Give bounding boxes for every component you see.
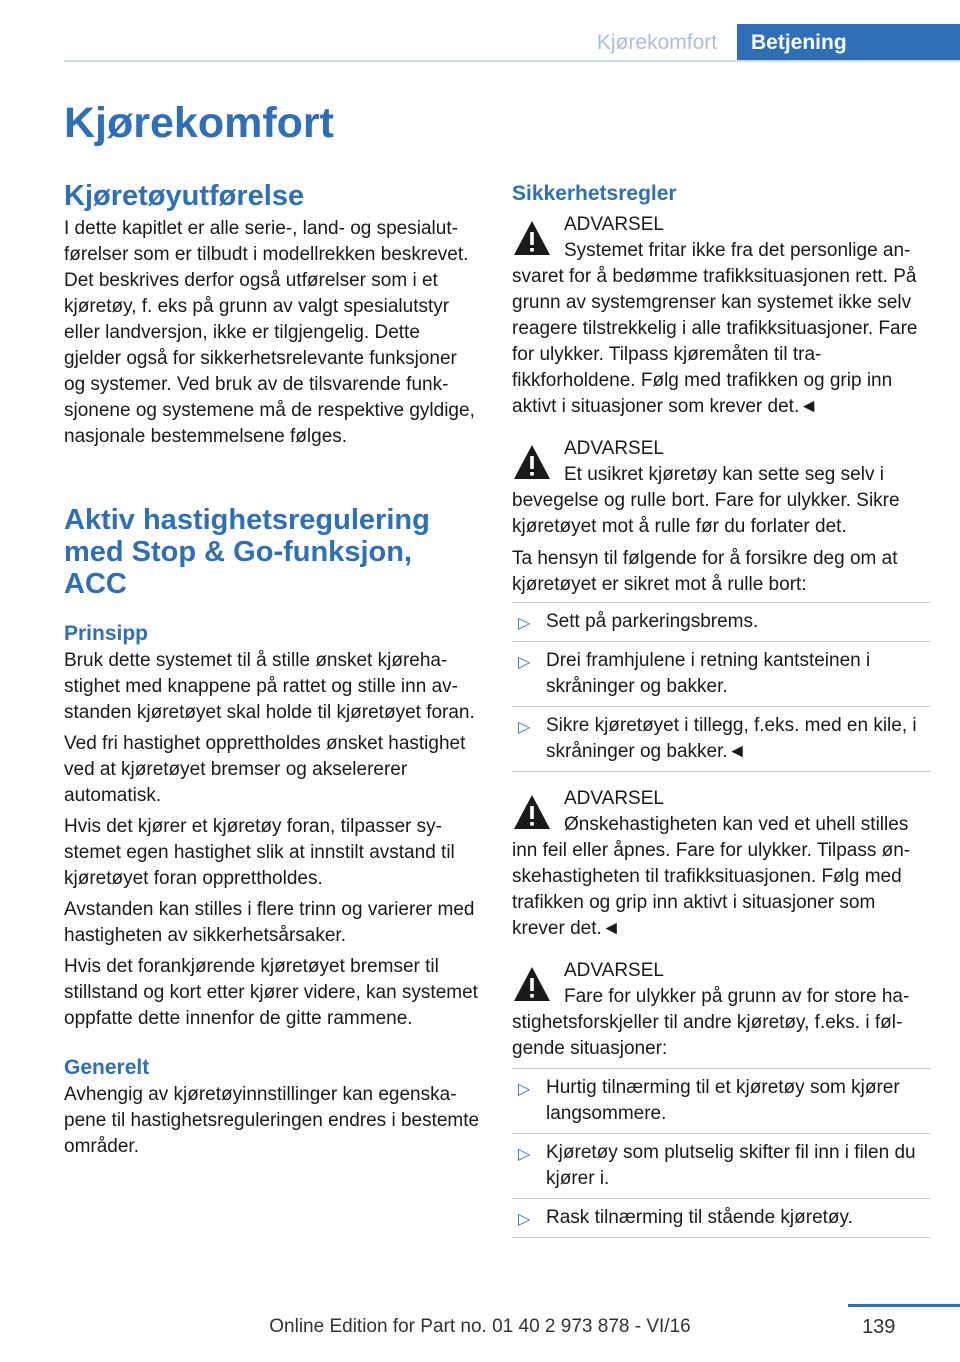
header-rule	[64, 60, 960, 62]
warning-text: Fare for ulykker på grunn av for store hastighetsforskjeller til andre kjøretøy, f.eks. i følgende situasjoner:	[512, 986, 910, 1059]
paragraph-general: Avhengig av kjøretøyinnstillinger kan egenskapene til hastighetsreguleringen endres i bestemte områder.	[64, 1084, 480, 1157]
heading-vehicle-version: Kjøretøyutførelse	[64, 180, 305, 212]
header-chapter-tab: Betjening	[737, 24, 960, 62]
warning-triangle-icon	[512, 964, 552, 1004]
paragraph-principle-5: Hvis det forankjørende kjøretøyet bremser til stillstand og kort etter kjører videre, kan systemet oppfatte dette innenfor de gitte rammene.	[64, 956, 478, 1029]
list-item: ▷ Hurtig tilnærming til et kjøretøy som kjører langsommere.	[512, 1069, 930, 1134]
warning-block	[512, 436, 930, 540]
footer-rule	[848, 1304, 960, 1307]
warning-title: ADVARSEL	[564, 214, 664, 235]
list-item: ▷ Drei framhjulene i retning kantsteinen i skråninger og bakker.	[512, 642, 930, 707]
warning-triangle-icon	[512, 218, 552, 258]
paragraph-principle-1: Bruk dette systemet til å stille ønsket kjørehastighet med knappene på rattet og stille inn avstanden kjøretøyet skal holde til kjøretøyet foran.	[64, 650, 475, 723]
paragraph-vehicle-version: I dette kapitlet er alle serie-, land- og spesialutførelser som er tilbudt i modellrekken beskrevet. Det beskrives derfor også utførelser som i et kjøretøy, f. eks på grunn av valgt spesialutstyr eller landversjon, ikke er tilgjengelig. Dette gjelder også for sikkerhetsrelevante funksjoner og systemer. Ved bruk av de tilsvarende funksjonene og systemene må de respektive gyldige, nasjonale bestemmelsene følges.	[64, 218, 475, 447]
warning-triangle-icon	[512, 792, 552, 832]
paragraph-secure-vehicle: Ta hensyn til følgende for å forsikre deg om at kjøretøyet er sikret mot å rulle bort:	[512, 548, 898, 595]
secure-vehicle-list	[512, 602, 930, 772]
warning-block	[512, 786, 930, 942]
triangle-bullet-icon: ▷	[518, 1146, 531, 1163]
header-section-tab: Kjørekomfort	[596, 31, 718, 54]
triangle-bullet-icon: ▷	[518, 615, 531, 632]
warning-block	[512, 212, 930, 420]
list-item: ▷ Sikre kjøretøyet i tillegg, f.eks. med en kile, i skråninger og bakker.◄	[512, 707, 930, 772]
heading-general: Generelt	[64, 1056, 150, 1079]
footer-edition: Online Edition for Part no. 01 40 2 973 878 - VI/16	[269, 1316, 691, 1337]
page-number: 139	[862, 1316, 896, 1338]
triangle-bullet-icon: ▷	[518, 719, 531, 736]
warning-title: ADVARSEL	[564, 960, 664, 981]
list-item: ▷ Rask tilnærming til stående kjøretøy.	[512, 1199, 930, 1238]
paragraph-principle-4: Avstanden kan stilles i flere trinn og varierer med hastigheten av sikkerhetsårsaker.	[64, 899, 475, 946]
warning-text: Systemet fritar ikke fra det personlige ansvaret for å bedømme trafikksituasjonen rett. På grunn av systemgrenser kan systemet ikke selv reagere tilstrekkelig i alle trafikksituasjoner. Fare for ulykker. Tilpass kjøremåten til trafikkforholdene. Følg med trafikken og grip inn aktivt i situasjoner som krever det.◄	[512, 240, 918, 417]
left-column	[64, 180, 480, 1160]
warning-block	[512, 958, 930, 1062]
warning-text: Et usikret kjøretøy kan sette seg selv i bevegelse og rulle bort. Fare for ulykker. Sikre kjøretøyet mot å rulle før du forlater det.	[512, 464, 900, 537]
list-item: ▷ Sett på parkeringsbrems.	[512, 603, 930, 642]
paragraph-principle-3: Hvis det kjører et kjøretøy foran, tilpasser systemet egen hastighet slik at innstilt avstand til kjøretøyet foran opprettholdes.	[64, 816, 455, 889]
paragraph-principle-2: Ved fri hastighet opprettholdes ønsket hastighet ved at kjøretøyet bremser og akselererer automatisk.	[64, 733, 466, 806]
heading-acc: Aktiv hastighetsregulering med Stop & Go-funksjon, ACC	[64, 504, 430, 600]
chapter-title: Kjørekomfort	[64, 99, 334, 147]
warning-title: ADVARSEL	[564, 788, 664, 809]
warning-text: Ønskehastigheten kan ved et uhell stilles inn feil eller åpnes. Fare for ulykker. Tilpass ønskehastigheten til trafikksituasjonen. Følg med trafikken og grip inn aktivt i situasjoner som krever det.◄	[512, 814, 911, 939]
warning-title: ADVARSEL	[564, 438, 664, 459]
triangle-bullet-icon: ▷	[518, 1211, 531, 1228]
warning-triangle-icon	[512, 442, 552, 482]
list-item: ▷ Kjøretøy som plutselig skifter fil inn i filen du kjører i.	[512, 1134, 930, 1199]
heading-safety-rules: Sikkerhetsregler	[512, 182, 677, 205]
triangle-bullet-icon: ▷	[518, 654, 531, 671]
right-column	[512, 180, 930, 1238]
speed-difference-list	[512, 1068, 930, 1238]
heading-principle: Prinsipp	[64, 622, 149, 645]
triangle-bullet-icon: ▷	[518, 1081, 531, 1098]
